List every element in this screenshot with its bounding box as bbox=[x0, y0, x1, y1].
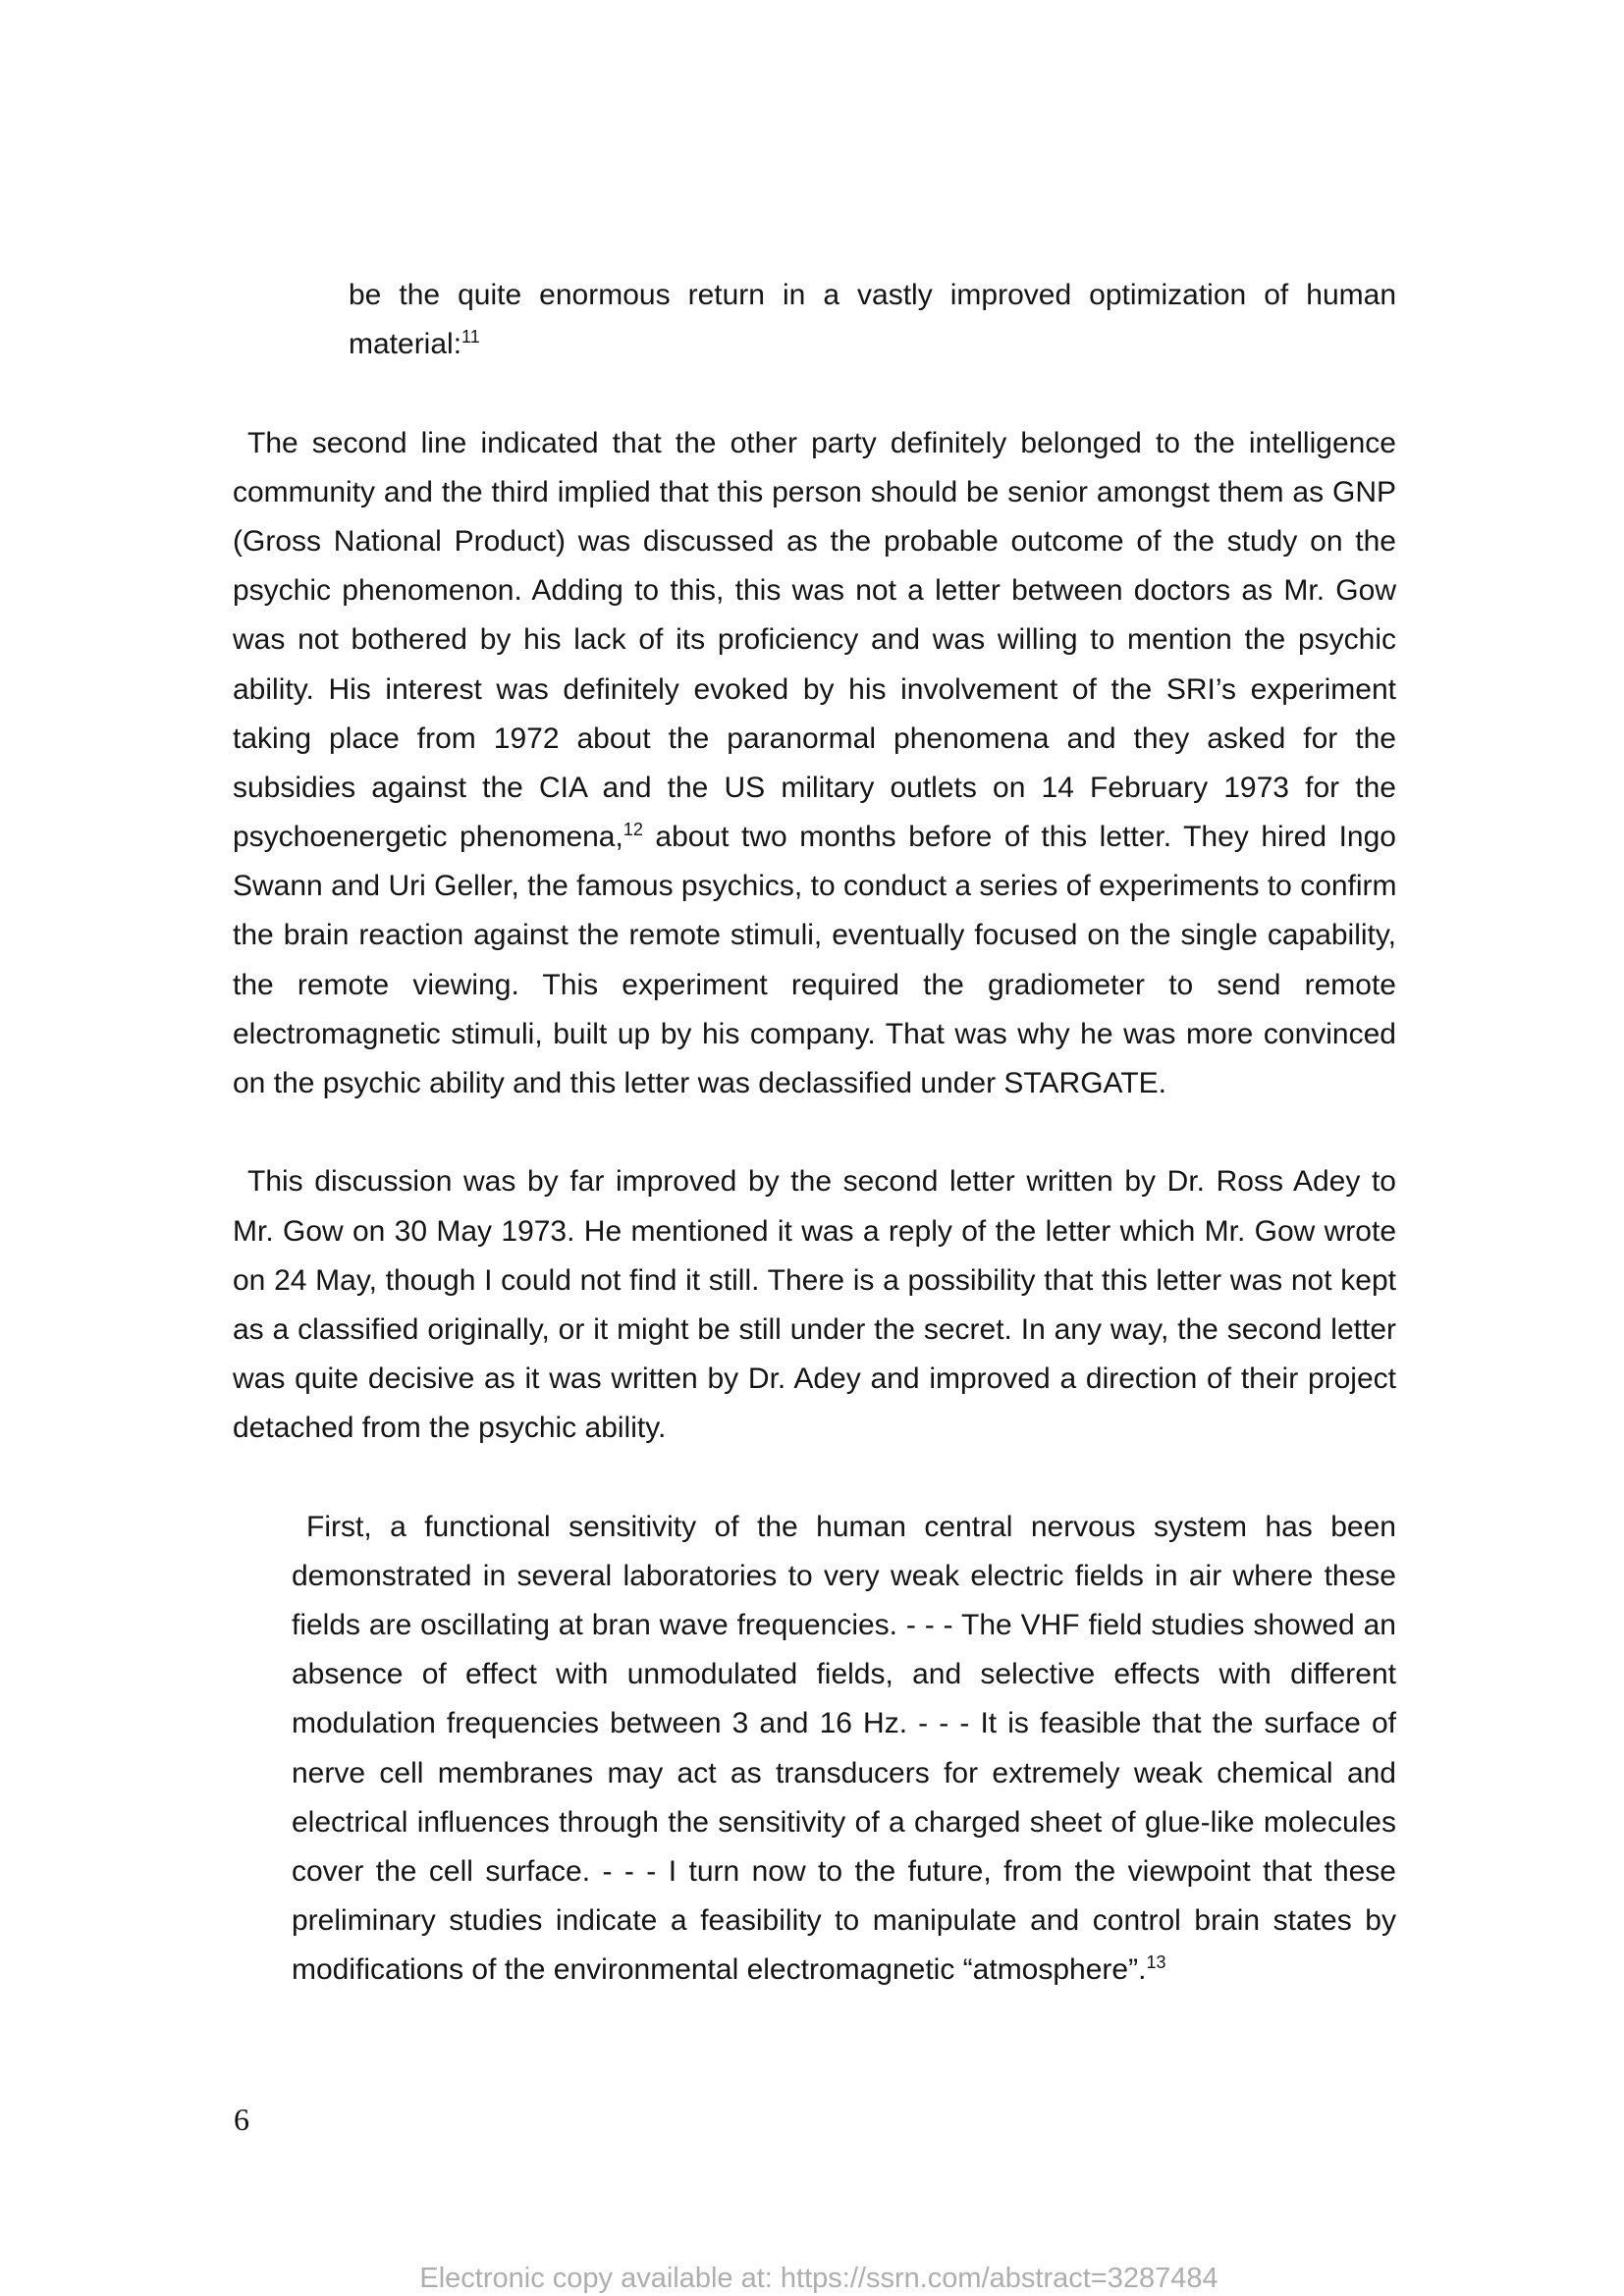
text-line bbox=[292, 1946, 1396, 1995]
text-line: fields are oscillating at bran wave frequencies. - - - The VHF field studies showed an bbox=[292, 1609, 1396, 1642]
text-line: was quite decisive as it was written by Dr. Adey and improved a direction of their project bbox=[233, 1362, 1396, 1396]
footnote-ref: 11 bbox=[461, 327, 480, 347]
text-line: electrical influences through the sensitivity of a charged sheet of glue-like molecules bbox=[292, 1805, 1396, 1839]
text-line: This discussion was by far improved by the second letter written by Dr. Ross Adey to bbox=[247, 1165, 1396, 1199]
text-line bbox=[349, 320, 1396, 369]
text-line: on the psychic ability and this letter was declassified under STARGATE. bbox=[233, 1067, 1166, 1099]
text-line bbox=[233, 813, 1396, 862]
block-quote bbox=[349, 271, 1396, 369]
text-line: was not bothered by his lack of its proficiency and was willing to mention the psychic bbox=[233, 623, 1396, 657]
text-line: demonstrated in several laboratories to very weak electric fields in air where these bbox=[292, 1559, 1396, 1592]
text-line: electromagnetic stimuli, built up by his company. That was why he was more convinced bbox=[233, 1017, 1396, 1050]
page-body bbox=[233, 271, 1396, 2045]
line-text: modifications of the environmental electromagnetic “atmosphere”. bbox=[292, 1953, 1147, 1987]
text-line: absence of effect with unmodulated fields, and selective effects with different bbox=[292, 1658, 1396, 1691]
text-line: Swann and Uri Geller, the famous psychics, to conduct a series of experiments to confirm bbox=[233, 870, 1397, 903]
text-line: Mr. Gow on 30 May 1973. He mentioned it was a reply of the letter which Mr. Gow wrote bbox=[233, 1214, 1396, 1248]
text-line: taking place from 1972 about the paranormal phenomena and they asked for the bbox=[233, 721, 1396, 755]
text-line: (Gross National Product) was discussed as the probable outcome of the study on the bbox=[233, 524, 1396, 558]
text-line: psychic phenomenon. Adding to this, this was not a letter between doctors as Mr. Gow bbox=[233, 574, 1396, 608]
line-text: psychoenergetic phenomena, bbox=[233, 821, 623, 854]
line-text: material: bbox=[349, 328, 462, 361]
text-line: preliminary studies indicate a feasibility to manipulate and control brain states by bbox=[292, 1904, 1396, 1938]
text-line: First, a functional sensitivity of the human central nervous system has been bbox=[306, 1510, 1396, 1543]
text-line: the remote viewing. This experiment required the gradiometer to send remote bbox=[233, 968, 1396, 1001]
line-text: about two months before of this letter. They hired Ingo bbox=[642, 821, 1396, 854]
text-line: detached from the psychic ability. bbox=[233, 1412, 667, 1445]
page-number: 6 bbox=[234, 2102, 249, 2137]
body-paragraph bbox=[233, 1157, 1396, 1453]
text-line: community and the third implied that this person should be senior amongst them as GNP bbox=[233, 475, 1396, 508]
footnote-ref: 12 bbox=[623, 819, 643, 839]
text-line: subsidies against the CIA and the US military outlets on 14 February 1973 for the bbox=[233, 771, 1396, 804]
text-line: be the quite enormous return in a vastly improved optimization of human bbox=[349, 279, 1396, 311]
footnote-ref: 13 bbox=[1146, 1952, 1166, 1973]
text-line: nerve cell membranes may act as transducers for extremely weak chemical and bbox=[292, 1756, 1396, 1789]
text-line: as a classified originally, or it might be still under the secret. In any way, the second letter bbox=[233, 1312, 1396, 1346]
text-line: modulation frequencies between 3 and 16 Hz. - - - It is feasible that the surface of bbox=[292, 1707, 1396, 1740]
text-line: the brain reaction against the remote stimuli, eventually focused on the single capability, bbox=[233, 919, 1396, 952]
text-line: cover the cell surface. - - - I turn now to the future, from the viewpoint that these bbox=[292, 1855, 1396, 1888]
body-paragraph bbox=[233, 419, 1396, 1109]
block-quote bbox=[292, 1503, 1396, 1996]
ssrn-footer: Electronic copy available at: https://ssrn.com/abstract=3287484 bbox=[419, 2263, 1218, 2294]
text-line: The second line indicated that the other party definitely belonged to the intelligence bbox=[247, 426, 1396, 459]
text-line: on 24 May, though I could not find it still. There is a possibility that this letter was not kept bbox=[233, 1263, 1396, 1297]
text-line: ability. His interest was definitely evoked by his involvement of the SRI’s experiment bbox=[233, 672, 1396, 706]
